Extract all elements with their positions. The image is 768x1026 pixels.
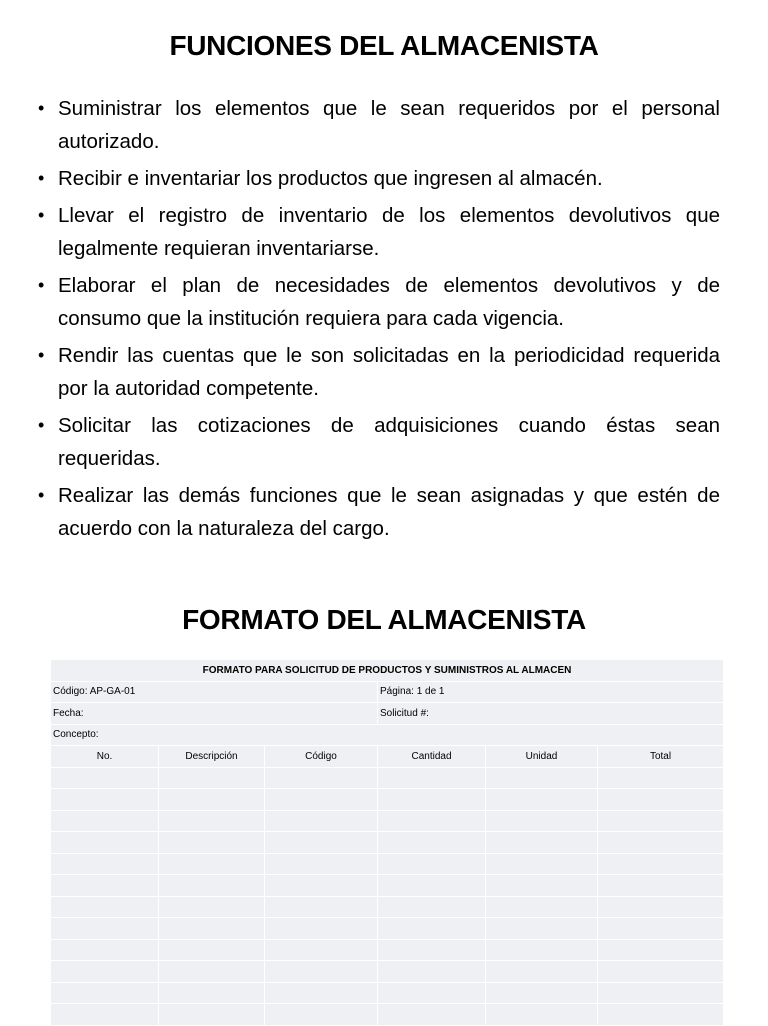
table-cell — [159, 767, 265, 789]
list-item-text: Rendir las cuentas que le son solicitadas en la periodicidad requerida por la autoridad competente. — [58, 344, 720, 400]
table-cell — [598, 810, 724, 832]
table-cell — [598, 939, 724, 961]
form-header: FORMATO PARA SOLICITUD DE PRODUCTOS Y SUMINISTROS AL ALMACEN — [51, 660, 724, 682]
table-cell — [378, 810, 486, 832]
table-row — [51, 789, 724, 811]
table-cell — [51, 789, 159, 811]
table-cell — [598, 789, 724, 811]
list-item-text: Elaborar el plan de necesidades de elementos devolutivos y de consumo que la institución requiera para cada vigencia. — [58, 274, 720, 330]
table-row — [51, 853, 724, 875]
table-cell — [159, 853, 265, 875]
list-item — [38, 409, 720, 475]
table-cell — [378, 939, 486, 961]
form-meta-row — [51, 724, 724, 746]
table-cell — [486, 961, 598, 983]
table-cell — [159, 810, 265, 832]
table-cell — [265, 918, 378, 940]
table-cell — [265, 789, 378, 811]
table-cell — [51, 853, 159, 875]
table-cell — [51, 896, 159, 918]
table-cell — [598, 832, 724, 854]
table-cell — [378, 789, 486, 811]
table-cell — [265, 832, 378, 854]
table-cell — [486, 832, 598, 854]
list-item — [38, 162, 720, 195]
table-cell — [265, 1004, 378, 1026]
table-cell — [598, 961, 724, 983]
table-cell — [598, 875, 724, 897]
table-row — [51, 875, 724, 897]
table-row — [51, 982, 724, 1004]
table-cell — [51, 982, 159, 1004]
form-meta-row — [51, 703, 724, 725]
table-row — [51, 832, 724, 854]
list-item — [38, 92, 720, 158]
form-header-row — [51, 660, 724, 682]
table-cell — [51, 1004, 159, 1026]
request-form-table — [50, 659, 724, 1026]
column-header-no: No. — [51, 746, 159, 768]
list-item — [38, 269, 720, 335]
table-cell — [159, 789, 265, 811]
column-header-cantidad: Cantidad — [378, 746, 486, 768]
section-title-funciones: FUNCIONES DEL ALMACENISTA — [169, 30, 599, 61]
table-cell — [51, 832, 159, 854]
column-header-descripcion: Descripción — [159, 746, 265, 768]
form-code: Código: AP-GA-01 — [51, 681, 378, 703]
table-row — [51, 810, 724, 832]
table-cell — [159, 875, 265, 897]
table-cell — [159, 1004, 265, 1026]
table-cell — [598, 896, 724, 918]
form-date-label: Fecha: — [51, 703, 378, 725]
table-row — [51, 961, 724, 983]
list-item — [38, 479, 720, 545]
table-cell — [265, 982, 378, 1004]
table-cell — [378, 853, 486, 875]
table-row — [51, 767, 724, 789]
table-cell — [486, 1004, 598, 1026]
column-header-unidad: Unidad — [486, 746, 598, 768]
form-concept-label: Concepto: — [51, 724, 724, 746]
column-header-row — [51, 746, 724, 768]
table-cell — [486, 810, 598, 832]
list-item — [38, 199, 720, 265]
table-cell — [159, 896, 265, 918]
table-cell — [51, 810, 159, 832]
list-item-text: Recibir e inventariar los productos que ingresen al almacén. — [58, 167, 603, 190]
table-cell — [265, 810, 378, 832]
section-title-formato: FORMATO DEL ALMACENISTA — [182, 604, 586, 635]
table-cell — [159, 832, 265, 854]
bullet-icon: • — [38, 345, 45, 365]
table-cell — [486, 896, 598, 918]
table-cell — [51, 767, 159, 789]
form-page: Página: 1 de 1 — [378, 681, 724, 703]
table-cell — [265, 853, 378, 875]
table-cell — [598, 1004, 724, 1026]
form-meta-row — [51, 681, 724, 703]
table-cell — [598, 918, 724, 940]
table-cell — [378, 982, 486, 1004]
table-cell — [265, 961, 378, 983]
table-cell — [486, 918, 598, 940]
table-row — [51, 896, 724, 918]
table-cell — [598, 982, 724, 1004]
table-cell — [51, 918, 159, 940]
table-cell — [51, 939, 159, 961]
table-cell — [486, 939, 598, 961]
list-item-text: Suministrar los elementos que le sean requeridos por el personal autorizado. — [58, 97, 720, 153]
form-request-number-label: Solicitud #: — [378, 703, 724, 725]
table-cell — [486, 789, 598, 811]
table-cell — [265, 875, 378, 897]
table-cell — [265, 939, 378, 961]
table-cell — [159, 918, 265, 940]
table-cell — [265, 896, 378, 918]
bullet-icon: • — [38, 485, 45, 505]
table-row — [51, 918, 724, 940]
table-cell — [159, 982, 265, 1004]
table-cell — [486, 853, 598, 875]
table-cell — [159, 939, 265, 961]
list-item-text: Realizar las demás funciones que le sean asignadas y que estén de acuerdo con la naturaleza del cargo. — [58, 484, 720, 540]
table-cell — [265, 767, 378, 789]
table-row — [51, 1004, 724, 1026]
bullet-icon: • — [38, 168, 45, 188]
table-cell — [378, 767, 486, 789]
bullet-icon: • — [38, 275, 45, 295]
functions-list — [38, 92, 720, 549]
bullet-icon: • — [38, 415, 45, 435]
table-cell — [486, 982, 598, 1004]
table-cell — [378, 1004, 486, 1026]
list-item — [38, 339, 720, 405]
column-header-codigo: Código — [265, 746, 378, 768]
table-cell — [378, 961, 486, 983]
table-cell — [598, 853, 724, 875]
column-header-total: Total — [598, 746, 724, 768]
table-cell — [51, 961, 159, 983]
table-cell — [598, 767, 724, 789]
table-cell — [378, 896, 486, 918]
table-cell — [378, 832, 486, 854]
table-cell — [159, 961, 265, 983]
bullet-icon: • — [38, 98, 45, 118]
bullet-icon: • — [38, 205, 45, 225]
table-cell — [378, 918, 486, 940]
table-row — [51, 939, 724, 961]
list-item-text: Llevar el registro de inventario de los elementos devolutivos que legalmente requieran inventariarse. — [58, 204, 720, 260]
table-cell — [486, 875, 598, 897]
table-cell — [486, 767, 598, 789]
table-cell — [378, 875, 486, 897]
list-item-text: Solicitar las cotizaciones de adquisiciones cuando éstas sean requeridas. — [58, 414, 720, 470]
table-cell — [51, 875, 159, 897]
